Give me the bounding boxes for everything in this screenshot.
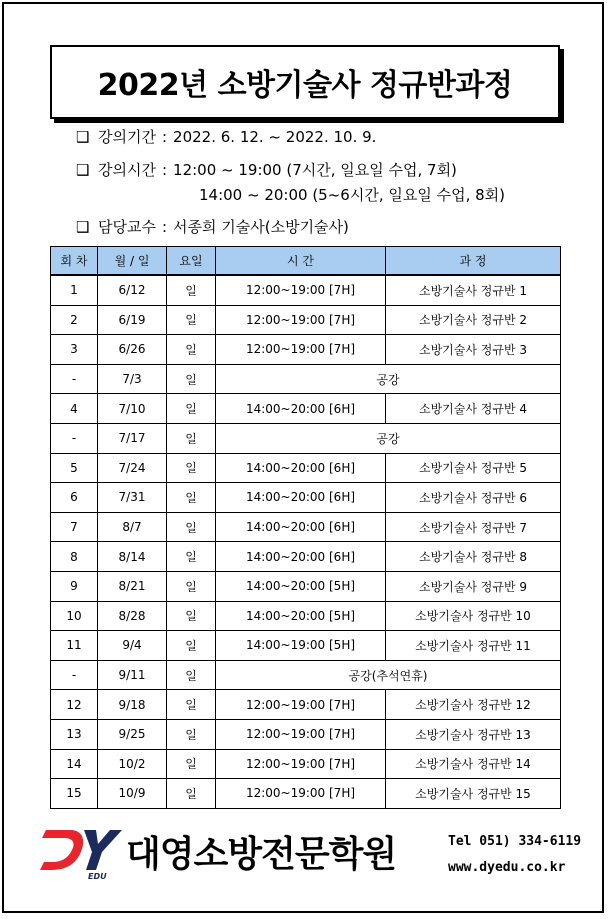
table-row bbox=[51, 275, 561, 305]
cell-time: 12:00~19:00 [7H] bbox=[216, 275, 386, 305]
table-row bbox=[51, 483, 561, 513]
cell-day: 일 bbox=[167, 275, 216, 305]
table-row bbox=[51, 601, 561, 631]
cell-time: 14:00~20:00 [6H] bbox=[216, 394, 386, 424]
cell-session: 4 bbox=[51, 394, 98, 424]
table-row bbox=[51, 335, 561, 365]
cell-day: 일 bbox=[167, 631, 216, 661]
cell-session: 2 bbox=[51, 305, 98, 335]
lecture-period bbox=[76, 127, 376, 147]
cell-day: 일 bbox=[167, 571, 216, 601]
logo-sub-text: EDU bbox=[88, 872, 107, 880]
cell-session: 14 bbox=[51, 749, 98, 779]
professor bbox=[76, 217, 349, 237]
schedule-table bbox=[50, 246, 561, 809]
cell-course: 소방기술사 정규반 5 bbox=[386, 453, 561, 483]
header-course: 과 정 bbox=[386, 247, 561, 276]
header-time: 시 간 bbox=[216, 247, 386, 276]
table-row bbox=[51, 749, 561, 779]
cell-date: 7/3 bbox=[98, 364, 167, 394]
table-header-row bbox=[51, 247, 561, 276]
header-date: 월 / 일 bbox=[98, 247, 167, 276]
colon: : bbox=[161, 218, 168, 236]
school-name: 대영소방전문학원 bbox=[126, 834, 397, 875]
cell-date: 8/7 bbox=[98, 512, 167, 542]
cell-time: 12:00~19:00 [7H] bbox=[216, 719, 386, 749]
cell-session: 1 bbox=[51, 275, 98, 305]
cell-time: 12:00~19:00 [7H] bbox=[216, 749, 386, 779]
table-row bbox=[51, 690, 561, 720]
cell-course: 소방기술사 정규반 12 bbox=[386, 690, 561, 720]
cell-session: 9 bbox=[51, 571, 98, 601]
cell-date: 6/26 bbox=[98, 335, 167, 365]
table-row bbox=[51, 571, 561, 601]
table-row bbox=[51, 542, 561, 572]
cell-date: 9/25 bbox=[98, 719, 167, 749]
lecture-time-value-2: 14:00 ~ 20:00 (5~6시간, 일요일 수업, 8회) bbox=[199, 186, 505, 204]
cell-session: 10 bbox=[51, 601, 98, 631]
cell-course: 소방기술사 정규반 10 bbox=[386, 601, 561, 631]
cell-session: 13 bbox=[51, 719, 98, 749]
cell-course: 소방기술사 정규반 1 bbox=[386, 275, 561, 305]
schedule-body bbox=[51, 275, 561, 808]
cell-day: 일 bbox=[167, 483, 216, 513]
checkbox-bullet-icon: ❑ bbox=[76, 161, 90, 179]
cell-day: 일 bbox=[167, 690, 216, 720]
cell-session: 7 bbox=[51, 512, 98, 542]
cell-time: 12:00~19:00 [7H] bbox=[216, 779, 386, 809]
cell-date: 7/17 bbox=[98, 423, 167, 453]
cell-session: - bbox=[51, 660, 98, 690]
header-session: 회 차 bbox=[51, 247, 98, 276]
cell-course: 소방기술사 정규반 15 bbox=[386, 779, 561, 809]
cell-note: 공강 bbox=[216, 423, 561, 453]
cell-date: 8/21 bbox=[98, 571, 167, 601]
lecture-period-label: 강의기간 bbox=[98, 128, 156, 146]
cell-course: 소방기술사 정규반 14 bbox=[386, 749, 561, 779]
cell-day: 일 bbox=[167, 542, 216, 572]
cell-course: 소방기술사 정규반 7 bbox=[386, 512, 561, 542]
table-row bbox=[51, 779, 561, 809]
cell-day: 일 bbox=[167, 394, 216, 424]
cell-session: - bbox=[51, 364, 98, 394]
cell-day: 일 bbox=[167, 335, 216, 365]
cell-time: 14:00~20:00 [5H] bbox=[216, 601, 386, 631]
cell-course: 소방기술사 정규반 13 bbox=[386, 719, 561, 749]
table-row bbox=[51, 453, 561, 483]
colon: : bbox=[161, 128, 168, 146]
lecture-time bbox=[76, 160, 457, 180]
cell-date: 9/18 bbox=[98, 690, 167, 720]
cell-date: 10/2 bbox=[98, 749, 167, 779]
cell-course: 소방기술사 정규반 4 bbox=[386, 394, 561, 424]
page-title: 2022년 소방기술사 정규반과정 bbox=[50, 45, 560, 119]
cell-date: 10/9 bbox=[98, 779, 167, 809]
cell-date: 6/19 bbox=[98, 305, 167, 335]
dy-logo-icon bbox=[40, 822, 122, 880]
cell-time: 14:00~20:00 [6H] bbox=[216, 453, 386, 483]
cell-course: 소방기술사 정규반 8 bbox=[386, 542, 561, 572]
cell-course: 소방기술사 정규반 2 bbox=[386, 305, 561, 335]
cell-course: 소방기술사 정규반 6 bbox=[386, 483, 561, 513]
cell-time: 14:00~20:00 [5H] bbox=[216, 571, 386, 601]
cell-date: 7/31 bbox=[98, 483, 167, 513]
table-row bbox=[51, 719, 561, 749]
cell-day: 일 bbox=[167, 423, 216, 453]
cell-course: 소방기술사 정규반 9 bbox=[386, 571, 561, 601]
website-link[interactable]: www.dyedu.co.kr bbox=[448, 860, 566, 875]
cell-session: 15 bbox=[51, 779, 98, 809]
telephone: Tel 051) 334-6119 bbox=[448, 834, 582, 849]
header-day: 요일 bbox=[167, 247, 216, 276]
cell-day: 일 bbox=[167, 453, 216, 483]
cell-session: 3 bbox=[51, 335, 98, 365]
cell-time: 14:00~20:00 [6H] bbox=[216, 483, 386, 513]
cell-date: 9/11 bbox=[98, 660, 167, 690]
cell-day: 일 bbox=[167, 601, 216, 631]
lecture-period-value: 2022. 6. 12. ~ 2022. 10. 9. bbox=[173, 128, 377, 146]
cell-day: 일 bbox=[167, 364, 216, 394]
table-row bbox=[51, 631, 561, 661]
cell-session: 8 bbox=[51, 542, 98, 572]
cell-note: 공강(추석연휴) bbox=[216, 660, 561, 690]
table-row bbox=[51, 423, 561, 453]
cell-course: 소방기술사 정규반 3 bbox=[386, 335, 561, 365]
cell-time: 14:00~20:00 [6H] bbox=[216, 512, 386, 542]
cell-session: - bbox=[51, 423, 98, 453]
cell-date: 8/14 bbox=[98, 542, 167, 572]
cell-date: 8/28 bbox=[98, 601, 167, 631]
cell-session: 12 bbox=[51, 690, 98, 720]
checkbox-bullet-icon: ❑ bbox=[76, 218, 90, 236]
cell-day: 일 bbox=[167, 719, 216, 749]
cell-session: 11 bbox=[51, 631, 98, 661]
cell-day: 일 bbox=[167, 660, 216, 690]
table-row bbox=[51, 512, 561, 542]
cell-note: 공강 bbox=[216, 364, 561, 394]
lecture-time-value-1: 12:00 ~ 19:00 (7시간, 일요일 수업, 7회) bbox=[173, 161, 457, 179]
professor-value: 서종희 기술사(소방기술사) bbox=[173, 218, 349, 236]
cell-date: 9/4 bbox=[98, 631, 167, 661]
cell-time: 14:00~19:00 [5H] bbox=[216, 631, 386, 661]
cell-time: 14:00~20:00 [6H] bbox=[216, 542, 386, 572]
table-row bbox=[51, 660, 561, 690]
cell-time: 12:00~19:00 [7H] bbox=[216, 690, 386, 720]
table-row bbox=[51, 394, 561, 424]
cell-date: 6/12 bbox=[98, 275, 167, 305]
cell-session: 6 bbox=[51, 483, 98, 513]
cell-day: 일 bbox=[167, 779, 216, 809]
table-row bbox=[51, 364, 561, 394]
cell-day: 일 bbox=[167, 749, 216, 779]
cell-day: 일 bbox=[167, 305, 216, 335]
table-row bbox=[51, 305, 561, 335]
cell-course: 소방기술사 정규반 11 bbox=[386, 631, 561, 661]
colon: : bbox=[161, 161, 168, 179]
cell-day: 일 bbox=[167, 512, 216, 542]
professor-label: 담당교수 bbox=[98, 218, 156, 236]
checkbox-bullet-icon: ❑ bbox=[76, 128, 90, 146]
cell-time: 12:00~19:00 [7H] bbox=[216, 335, 386, 365]
cell-date: 7/10 bbox=[98, 394, 167, 424]
lecture-time-label: 강의시간 bbox=[98, 161, 156, 179]
cell-date: 7/24 bbox=[98, 453, 167, 483]
cell-session: 5 bbox=[51, 453, 98, 483]
cell-time: 12:00~19:00 [7H] bbox=[216, 305, 386, 335]
